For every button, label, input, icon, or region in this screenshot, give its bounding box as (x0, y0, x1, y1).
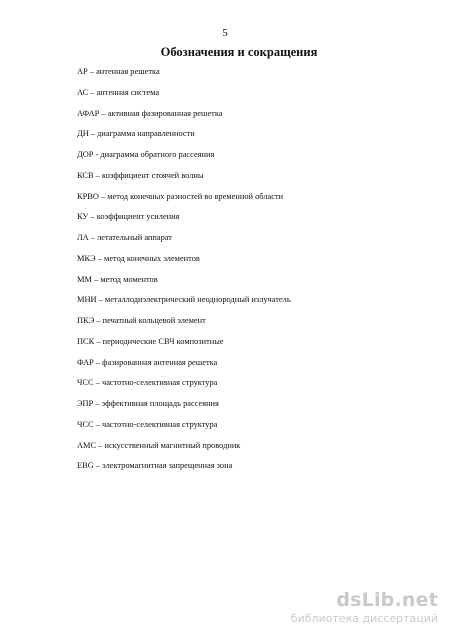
abbreviation-item: ЧСС – частотно-селективная структура (77, 378, 218, 388)
abbreviation-item: ФАР – фазированная антенная решетка (77, 357, 218, 367)
abbreviation-item: АФАР – активная фазированная решетка (77, 108, 223, 118)
abbreviation-item: ПКЭ – печатный кольцевой элемент (77, 316, 206, 325)
abbreviation-item: ЭПР – эффективная площадь рассеяния (77, 399, 219, 408)
watermark-brand: dsLib.net (336, 589, 438, 611)
page-number: 5 (222, 27, 228, 39)
watermark-tagline: библиотека диссертаций (290, 612, 438, 625)
abbreviation-item: ПСК – периодические СВЧ композитные (77, 336, 224, 346)
abbreviation-item: КСВ – коэффициент стоячей волны (77, 170, 204, 180)
abbreviation-item: ДН – диаграмма направленности (77, 129, 195, 139)
abbreviation-item: АР – антенная решетка (77, 67, 160, 76)
page-title: Обозначения и сокращения (160, 45, 318, 59)
abbreviation-item: МКЭ – метод конечных элементов (77, 253, 200, 263)
watermark (291, 590, 438, 626)
abbreviation-item: АС – антенная система (77, 87, 160, 97)
abbreviation-item: ЛА – летательный аппарат (77, 233, 172, 242)
abbreviation-item: EBG – электромагнитная запрещенная зона (77, 461, 233, 471)
abbreviation-item: МНИ – металлодиэлектрический неоднородный излучатель (77, 295, 291, 305)
abbreviation-item: КУ – коэффициент усиления (77, 212, 180, 222)
abbreviation-item: КРВО – метод конечных разностей во временной области (77, 191, 284, 201)
abbreviation-item: ЧСС – частотно-селективная структура (77, 419, 218, 429)
abbreviation-list (77, 67, 291, 482)
abbreviation-item: AMC – искусственный магнитный проводник (77, 440, 241, 450)
abbreviation-item: ДОР - диаграмма обратного рассеяния (77, 150, 215, 159)
abbreviation-item: ММ – метод моментов (77, 274, 158, 284)
